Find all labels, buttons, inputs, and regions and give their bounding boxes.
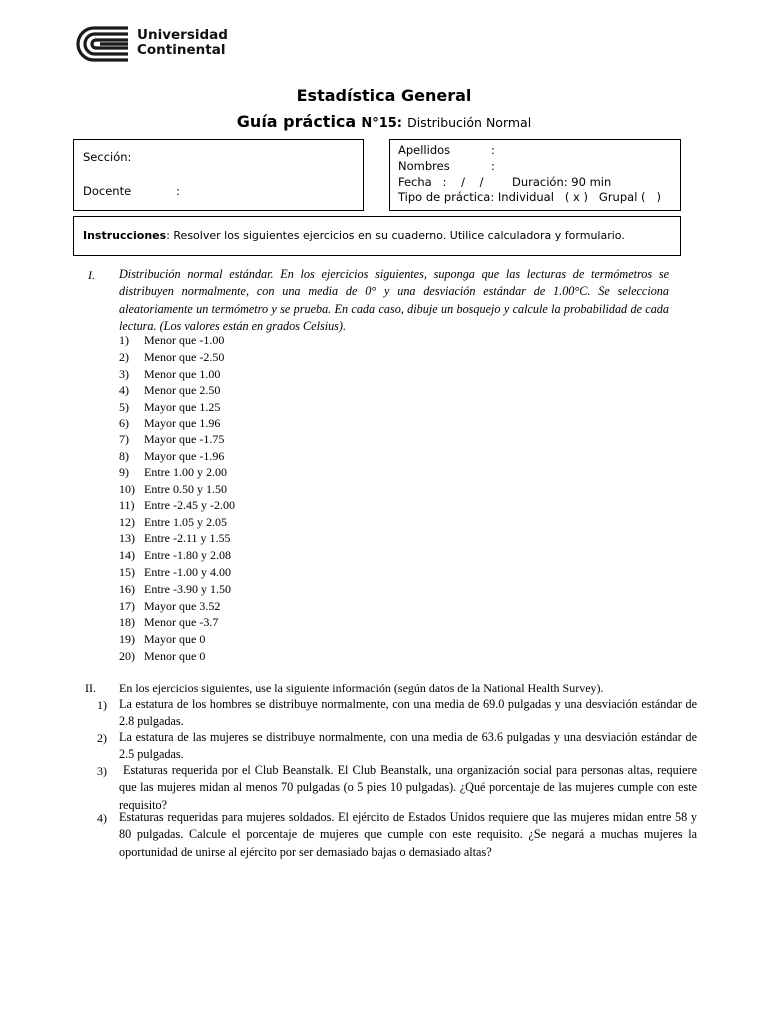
instructions-body: : Resolver los siguientes ejercicios en su cuaderno. Utilice calculadora y formulario.: [166, 229, 625, 242]
list-item: 13) Entre -2.11 y 1.55: [119, 531, 231, 545]
section-2-numeral: II.: [85, 681, 96, 695]
apellidos-label: Apellidos: [398, 143, 451, 157]
list-item: 15) Entre -1.00 y 4.00: [119, 565, 231, 579]
section-2-item-number: 1): [97, 698, 107, 712]
list-item: 3) Menor que 1.00: [119, 367, 221, 381]
nombres-label: Nombres: [398, 159, 450, 173]
section-2-item-number: 4): [97, 811, 107, 825]
list-item: 7) Mayor que -1.75: [119, 432, 225, 446]
seccion-label: Sección:: [83, 150, 132, 164]
logo-mark-icon: [76, 24, 132, 64]
nombres-colon: :: [491, 159, 495, 173]
subtitle-number: N°15:: [361, 116, 402, 131]
section-1-numeral: I.: [88, 268, 95, 282]
logo-line-1: Universidad: [137, 27, 228, 43]
university-logo: [76, 24, 226, 64]
section-2-item: Estaturas requerida por el Club Beanstalk. El Club Beanstalk, una organización social para personas altas, requiere que las mujeres midan al menos 70 pulgadas (o 5 pies 10 pulgadas). ¿Qué porcentaje de las mujeres cumple con este requisito?: [119, 763, 701, 812]
list-item: 14) Entre -1.80 y 2.08: [119, 548, 231, 562]
section-2-item: Estaturas requeridas para mujeres soldados. El ejército de Estados Unidos requiere que las mujeres midan entre 58 y 80 pulgadas. Calcule el porcentaje de mujeres que cumple con este requisito. ¿Se negará a muchas mujeres la oportunidad de unirse al ejército por ser demasiado bajas o demasiado altas?: [119, 810, 697, 859]
list-item: 1) Menor que -1.00: [119, 333, 225, 347]
list-item: 16) Entre -3.90 y 1.50: [119, 582, 231, 596]
logo-line-2: Continental: [137, 42, 226, 58]
docente-label: Docente: [83, 184, 132, 198]
list-item: 11) Entre -2.45 y -2.00: [119, 498, 235, 512]
page-title: Estadística General: [296, 86, 472, 105]
tipo-practica-label: Tipo de práctica: Individual ( x ) Grupal ( ): [398, 190, 661, 204]
apellidos-colon: :: [491, 143, 495, 157]
list-item: 9) Entre 1.00 y 2.00: [119, 465, 227, 479]
list-item: 6) Mayor que 1.96: [119, 416, 221, 430]
page-subtitle: [0, 112, 768, 131]
section-2-intro: En los ejercicios siguientes, use la siguiente información (según datos de la National Health Survey).: [119, 681, 604, 695]
subtitle-guide: Guía práctica: [236, 112, 357, 131]
list-item: 17) Mayor que 3.52: [119, 599, 221, 613]
list-item: 8) Mayor que -1.96: [119, 449, 225, 463]
duracion-label: Duración: 90 min: [512, 175, 612, 189]
list-item: 5) Mayor que 1.25: [119, 400, 221, 414]
instructions-label: Instrucciones: [83, 229, 167, 242]
list-item: 10) Entre 0.50 y 1.50: [119, 482, 227, 496]
section-2-item: La estatura de los hombres se distribuye normalmente, con una media de 69.0 pulgadas y una desviación estándar de 2.8 pulgadas.: [119, 697, 697, 729]
subtitle-topic: Distribución Normal: [407, 115, 532, 130]
section-2-item-number: 2): [97, 731, 107, 745]
student-info-box: [389, 139, 681, 211]
list-item: 18) Menor que -3.7: [119, 615, 219, 629]
section-2-item-number: 3): [97, 764, 107, 778]
instructions-text: [83, 229, 625, 242]
instructions-box: [73, 216, 681, 256]
fecha-label: Fecha : / /: [398, 175, 484, 189]
section-1-intro: Distribución normal estándar. En los ejercicios siguientes, suponga que las lecturas de termómetros se distribuyen normalmente, con una media de 0° y una desviación estándar de 1.00°C. Se selecciona aleatoriamente un termómetro y se prueba. En cada caso, dibuje un bosquejo y calcule la probabilidad de cada lectura. (Los valores están en grados Celsius).: [119, 267, 669, 333]
list-item: 19) Mayor que 0: [119, 632, 206, 646]
section-docente-box: [73, 139, 364, 211]
list-item: 20) Menor que 0: [119, 649, 206, 663]
logo-text: [137, 28, 228, 58]
list-item: 2) Menor que -2.50: [119, 350, 225, 364]
list-item: 12) Entre 1.05 y 2.05: [119, 515, 227, 529]
list-item: 4) Menor que 2.50: [119, 383, 221, 397]
section-2-item: La estatura de las mujeres se distribuye normalmente, con una media de 63.6 pulgadas y una desviación estándar de 2.5 pulgadas.: [119, 730, 697, 762]
docente-colon: :: [176, 184, 180, 198]
